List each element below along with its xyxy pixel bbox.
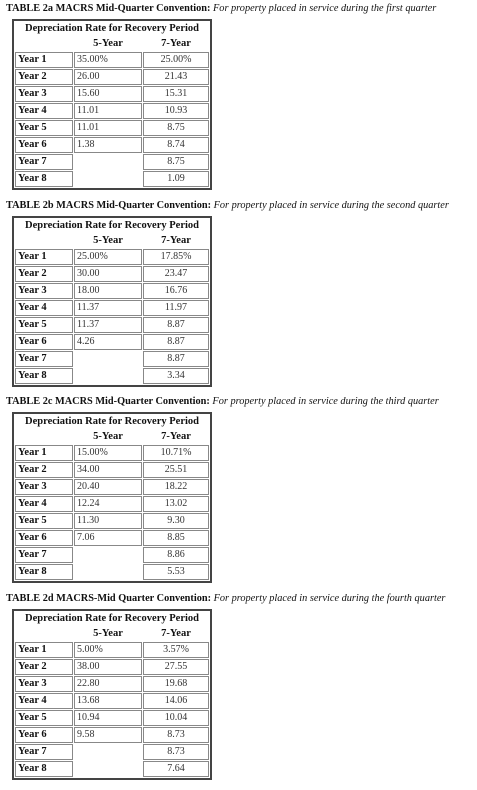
cell-5-year-rate: 11.37 (74, 317, 142, 333)
row-year-label: Year 7 (15, 547, 73, 563)
cell-7-year-rate: 25.00% (143, 52, 209, 68)
row-year-label: Year 8 (15, 171, 73, 187)
table-row (15, 761, 209, 777)
table-description: For property placed in service during the first quarter (213, 3, 437, 14)
row-year-label: Year 2 (15, 659, 73, 675)
col-header-5-year: 5-Year (93, 628, 123, 639)
cell-7-year-rate: 8.87 (143, 317, 209, 333)
col-header-7-year: 7-Year (161, 38, 191, 49)
col-header-5-year: 5-Year (93, 235, 123, 246)
table-header: Depreciation Rate for Recovery Period (25, 416, 199, 427)
cell-5-year-rate (74, 351, 142, 367)
table-row (15, 300, 209, 316)
table-2d-section (6, 592, 474, 780)
table-row (15, 642, 209, 658)
table-label: TABLE 2d MACRS-Mid Quarter Convention: (6, 593, 211, 604)
cell-5-year-rate: 38.00 (74, 659, 142, 675)
cell-7-year-rate: 8.75 (143, 120, 209, 136)
cell-5-year-rate: 13.68 (74, 693, 142, 709)
cell-7-year-rate: 8.74 (143, 137, 209, 153)
row-year-label: Year 3 (15, 283, 73, 299)
row-year-label: Year 5 (15, 513, 73, 529)
table-caption (6, 395, 474, 408)
cell-7-year-rate: 21.43 (143, 69, 209, 85)
cell-7-year-rate: 25.51 (143, 462, 209, 478)
cell-7-year-rate: 23.47 (143, 266, 209, 282)
table-row (15, 171, 209, 187)
table-row (15, 86, 209, 102)
table-row (15, 334, 209, 350)
cell-5-year-rate: 5.00% (74, 642, 142, 658)
cell-5-year-rate: 26.00 (74, 69, 142, 85)
cell-7-year-rate: 16.76 (143, 283, 209, 299)
table-row (15, 249, 209, 265)
cell-7-year-rate: 15.31 (143, 86, 209, 102)
row-year-label: Year 4 (15, 693, 73, 709)
cell-7-year-rate: 1.09 (143, 171, 209, 187)
table-row (15, 496, 209, 512)
row-year-label: Year 2 (15, 462, 73, 478)
table-row (15, 283, 209, 299)
row-year-label: Year 2 (15, 266, 73, 282)
cell-5-year-rate: 4.26 (74, 334, 142, 350)
cell-7-year-rate: 8.87 (143, 334, 209, 350)
table-row (15, 445, 209, 461)
table-row (15, 744, 209, 760)
table-header: Depreciation Rate for Recovery Period (25, 23, 199, 34)
table-row (15, 351, 209, 367)
table-row (15, 564, 209, 580)
table-label: TABLE 2a MACRS Mid-Quarter Convention: (6, 3, 211, 14)
cell-5-year-rate: 11.30 (74, 513, 142, 529)
table-caption (6, 592, 474, 605)
row-year-label: Year 3 (15, 479, 73, 495)
cell-7-year-rate: 8.73 (143, 727, 209, 743)
row-year-label: Year 6 (15, 727, 73, 743)
cell-5-year-rate: 11.37 (74, 300, 142, 316)
cell-5-year-rate: 7.06 (74, 530, 142, 546)
cell-5-year-rate (74, 564, 142, 580)
corner-cell (15, 234, 73, 248)
depreciation-table (12, 216, 212, 387)
cell-5-year-rate: 30.00 (74, 266, 142, 282)
cell-7-year-rate: 10.71% (143, 445, 209, 461)
cell-5-year-rate: 1.38 (74, 137, 142, 153)
table-2b-section (6, 199, 474, 387)
cell-5-year-rate: 15.60 (74, 86, 142, 102)
cell-5-year-rate (74, 171, 142, 187)
row-year-label: Year 5 (15, 317, 73, 333)
row-year-label: Year 1 (15, 52, 73, 68)
cell-7-year-rate: 17.85% (143, 249, 209, 265)
cell-7-year-rate: 14.06 (143, 693, 209, 709)
col-header-7-year: 7-Year (161, 628, 191, 639)
table-row (15, 52, 209, 68)
cell-7-year-rate: 9.30 (143, 513, 209, 529)
cell-7-year-rate: 18.22 (143, 479, 209, 495)
cell-5-year-rate (74, 547, 142, 563)
table-row (15, 103, 209, 119)
table-row (15, 137, 209, 153)
col-header-7-year: 7-Year (161, 235, 191, 246)
col-header-5-year: 5-Year (93, 431, 123, 442)
table-caption (6, 2, 474, 15)
corner-cell (15, 430, 73, 444)
cell-5-year-rate (74, 761, 142, 777)
depreciation-table (12, 19, 212, 190)
row-year-label: Year 8 (15, 761, 73, 777)
depreciation-table (12, 412, 212, 583)
cell-5-year-rate: 18.00 (74, 283, 142, 299)
cell-7-year-rate: 11.97 (143, 300, 209, 316)
table-row (15, 154, 209, 170)
table-row (15, 727, 209, 743)
row-year-label: Year 6 (15, 137, 73, 153)
cell-7-year-rate: 27.55 (143, 659, 209, 675)
row-year-label: Year 1 (15, 445, 73, 461)
table-row (15, 266, 209, 282)
row-year-label: Year 6 (15, 334, 73, 350)
table-2a-section (6, 2, 474, 190)
row-year-label: Year 4 (15, 496, 73, 512)
cell-5-year-rate: 20.40 (74, 479, 142, 495)
row-year-label: Year 3 (15, 86, 73, 102)
table-row (15, 693, 209, 709)
row-year-label: Year 1 (15, 642, 73, 658)
row-year-label: Year 4 (15, 103, 73, 119)
cell-7-year-rate: 8.87 (143, 351, 209, 367)
table-header: Depreciation Rate for Recovery Period (25, 220, 199, 231)
row-year-label: Year 4 (15, 300, 73, 316)
table-row (15, 479, 209, 495)
row-year-label: Year 2 (15, 69, 73, 85)
table-description: For property placed in service during the second quarter (213, 200, 449, 211)
cell-5-year-rate: 22.80 (74, 676, 142, 692)
table-label: TABLE 2b MACRS Mid-Quarter Convention: (6, 200, 211, 211)
cell-5-year-rate: 34.00 (74, 462, 142, 478)
cell-7-year-rate: 5.53 (143, 564, 209, 580)
table-2c-section (6, 395, 474, 583)
row-year-label: Year 8 (15, 368, 73, 384)
depreciation-table (12, 609, 212, 780)
table-row (15, 368, 209, 384)
row-year-label: Year 3 (15, 676, 73, 692)
row-year-label: Year 8 (15, 564, 73, 580)
row-year-label: Year 5 (15, 710, 73, 726)
table-row (15, 69, 209, 85)
table-row (15, 462, 209, 478)
cell-5-year-rate: 12.24 (74, 496, 142, 512)
cell-5-year-rate: 15.00% (74, 445, 142, 461)
table-row (15, 120, 209, 136)
table-header: Depreciation Rate for Recovery Period (25, 613, 199, 624)
cell-5-year-rate (74, 154, 142, 170)
cell-7-year-rate: 10.93 (143, 103, 209, 119)
cell-7-year-rate: 8.75 (143, 154, 209, 170)
row-year-label: Year 1 (15, 249, 73, 265)
cell-7-year-rate: 8.85 (143, 530, 209, 546)
table-description: For property placed in service during the fourth quarter (213, 593, 446, 604)
cell-5-year-rate: 35.00% (74, 52, 142, 68)
cell-7-year-rate: 19.68 (143, 676, 209, 692)
cell-7-year-rate: 10.04 (143, 710, 209, 726)
col-header-5-year: 5-Year (93, 38, 123, 49)
cell-5-year-rate (74, 744, 142, 760)
table-row (15, 317, 209, 333)
row-year-label: Year 7 (15, 744, 73, 760)
cell-5-year-rate: 11.01 (74, 120, 142, 136)
cell-7-year-rate: 13.02 (143, 496, 209, 512)
cell-7-year-rate: 8.86 (143, 547, 209, 563)
cell-7-year-rate: 3.57% (143, 642, 209, 658)
cell-7-year-rate: 8.73 (143, 744, 209, 760)
table-label: TABLE 2c MACRS Mid-Quarter Convention: (6, 396, 210, 407)
cell-5-year-rate: 9.58 (74, 727, 142, 743)
table-row (15, 513, 209, 529)
table-row (15, 530, 209, 546)
row-year-label: Year 5 (15, 120, 73, 136)
table-description: For property placed in service during the third quarter (212, 396, 439, 407)
cell-5-year-rate: 11.01 (74, 103, 142, 119)
corner-cell (15, 627, 73, 641)
row-year-label: Year 7 (15, 351, 73, 367)
table-caption (6, 199, 474, 212)
corner-cell (15, 37, 73, 51)
cell-5-year-rate: 10.94 (74, 710, 142, 726)
table-row (15, 676, 209, 692)
cell-5-year-rate (74, 368, 142, 384)
table-row (15, 659, 209, 675)
table-row (15, 710, 209, 726)
row-year-label: Year 6 (15, 530, 73, 546)
cell-7-year-rate: 3.34 (143, 368, 209, 384)
cell-5-year-rate: 25.00% (74, 249, 142, 265)
row-year-label: Year 7 (15, 154, 73, 170)
cell-7-year-rate: 7.64 (143, 761, 209, 777)
table-row (15, 547, 209, 563)
col-header-7-year: 7-Year (161, 431, 191, 442)
